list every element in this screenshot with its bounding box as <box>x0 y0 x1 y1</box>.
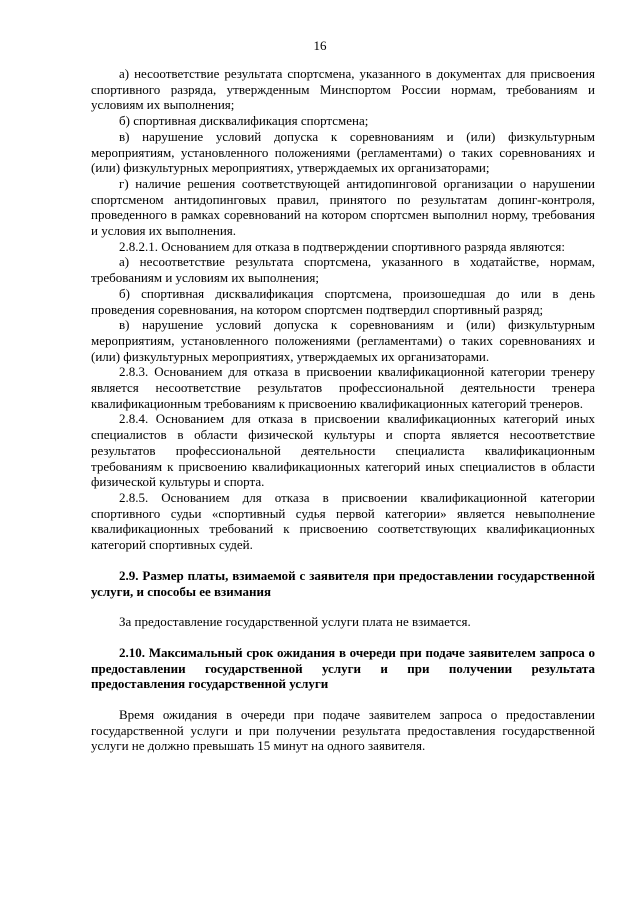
section-2-10-heading: 2.10. Максимальный срок ожидания в очереди при подаче заявителем запроса о предоставлении государственной услуги и при получении результата предоставления государственной услуги <box>91 644 595 692</box>
paragraph-2-8-2-1-b: б) спортивная дисквалификация спортсмена, произошедшая до или в день проведения соревнования, на котором спортсмен подтвердил спортивный разряд; <box>91 285 595 317</box>
paragraph-2-8-4: 2.8.4. Основанием для отказа в присвоении квалификационных категорий иных специалистов в области физической культуры и спорта является несоответствие результатов профессиональной деятельности специалиста квалификационным требованиям к присвоению квалификационных категорий иных специалистов в области физической культуры и спорта. <box>91 411 595 490</box>
section-2-9-text: За предоставление государственной услуги плата не взимается. <box>119 614 471 630</box>
paragraph-2-8-5: 2.8.5. Основанием для отказа в присвоении квалификационной категории спортивного судьи «спортивный судья первой категории» является невыполнение квалификационных требований к присвоению соответствующих квалификационных категорий спортивных судей. <box>91 489 595 553</box>
paragraph-2-8-2-1-a: а) несоответствие результата спортсмена, указанного в ходатайстве, нормам, требованиям и условиям их выполнения; <box>91 254 595 286</box>
paragraph-2-8-2-1: 2.8.2.1. Основанием для отказа в подтверждении спортивного разряда являются: <box>119 238 565 254</box>
page-number: 16 <box>313 38 327 53</box>
paragraph-2-8-2-b: б) спортивная дисквалификация спортсмена; <box>119 113 369 129</box>
page-content <box>91 66 595 754</box>
paragraph-2-8-3: 2.8.3. Основанием для отказа в присвоении квалификационной категории тренеру является несоответствие результатов профессиональной деятельности тренера квалификационным требованиям к присвоению квалификационных категорий тренеров. <box>91 364 595 411</box>
paragraph-2-8-2-a: а) несоответствие результата спортсмена, указанного в документах для присвоения спортивного разряда, утвержденным Минспортом России нормам, требованиям и условиям их выполнения; <box>91 66 595 113</box>
section-2-9-heading: 2.9. Размер платы, взимаемой с заявителя при предоставлении государственной услуги, и способы ее взимания <box>91 567 595 599</box>
paragraph-2-8-2-g: г) наличие решения соответствующей антидопинговой организации о нарушении спортсменом антидопинговых правил, принятого по результатам допинг-контроля, проведенного в рамках соревнований на котором спортсмен выполнил норму, требования и условия их выполнения. <box>91 175 595 239</box>
paragraph-2-8-2-1-v: в) нарушение условий допуска к соревнованиям и (или) физкультурным мероприятиям, установленного положениями (регламентами) о таких соревнованиях и (или) физкультурных мероприятиях, утверждаемых их организаторами. <box>91 317 595 364</box>
paragraph-2-8-2-v: в) нарушение условий допуска к соревнованиям и (или) физкультурным мероприятиям, установленного положениями (регламентами) о таких соревнованиях и (или) физкультурных мероприятиях, утверждаемых их организаторами; <box>91 128 595 176</box>
section-2-10-text: Время ожидания в очереди при подаче заявителем запроса о предоставлении государственной услуги и при получении результата предоставления государственной услуги не должно превышать 15 минут на одного заявителя. <box>91 707 595 754</box>
